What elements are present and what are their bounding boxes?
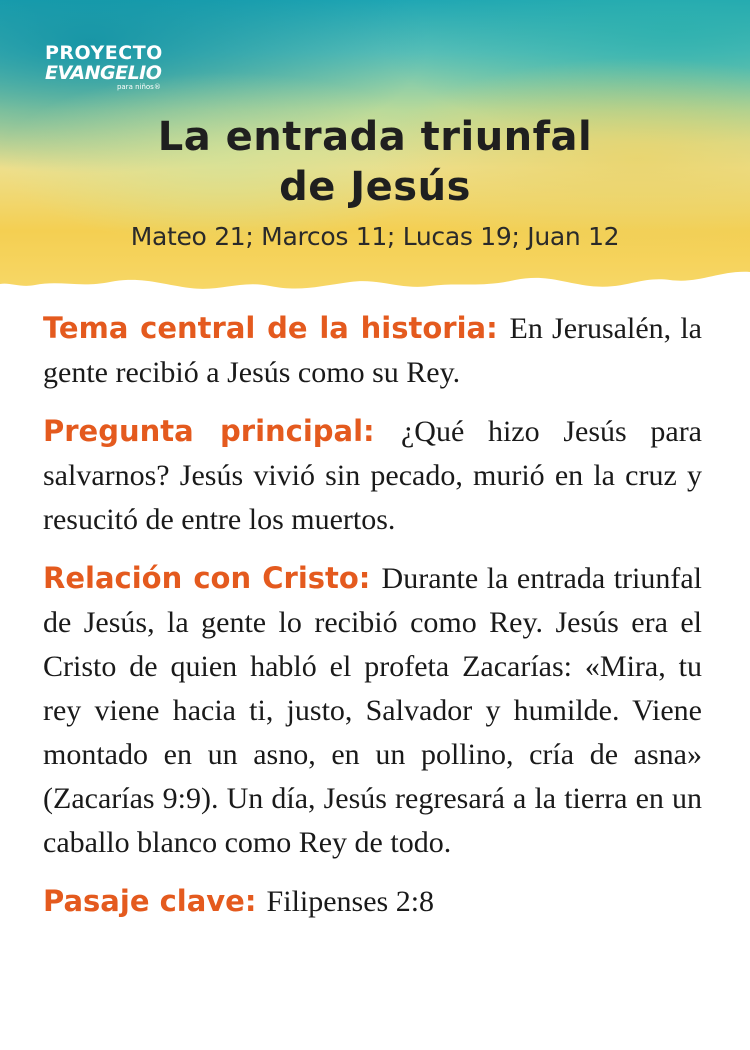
brand-line-2: EVANGELIO: [45, 62, 162, 84]
section-christ-connection: [43, 556, 702, 865]
section-text: En Jerusalén, la gente recibió a Jesús como su Rey.: [43, 312, 702, 389]
brand-line-1: PROYECTO: [45, 42, 163, 64]
section-text: ¿Qué hizo Jesús para salvarnos? Jesús vivió sin pecado, murió en la cruz y resucitó de entre los muertos.: [43, 415, 702, 536]
lesson-content: [43, 306, 702, 938]
section-label: Relación con Cristo:: [43, 561, 382, 595]
title-line-1: La entrada triunfal: [157, 114, 593, 160]
scripture-references: Mateo 21; Marcos 11; Lucas 19; Juan 12: [130, 222, 620, 251]
section-central-theme: [43, 306, 702, 395]
section-text: Filipenses 2:8: [266, 885, 435, 918]
section-label: Pasaje clave:: [43, 884, 267, 918]
section-main-question: [43, 409, 702, 542]
brand-logo: [45, 44, 163, 91]
section-key-passage: [43, 879, 702, 924]
header-banner: [0, 0, 750, 300]
brand-line-3: para niños®: [116, 83, 161, 91]
section-text: Durante la entrada triunfal de Jesús, la gente lo recibió como Rey. Jesús era el Cristo de quien habló el profeta Zacarías: «Mira, tu rey viene hacia ti, justo, Salvador y humilde. Viene montado en un asno, en un pollino, cría de asna» (Zacarías 9:9). Un día, Jesús regresará a la tierra en un caballo blanco como Rey de todo.: [43, 562, 702, 859]
section-label: Pregunta principal:: [43, 414, 401, 448]
section-label: Tema central de la historia:: [43, 311, 510, 345]
page-title: [0, 112, 750, 212]
title-line-2: de Jesús: [279, 164, 471, 210]
